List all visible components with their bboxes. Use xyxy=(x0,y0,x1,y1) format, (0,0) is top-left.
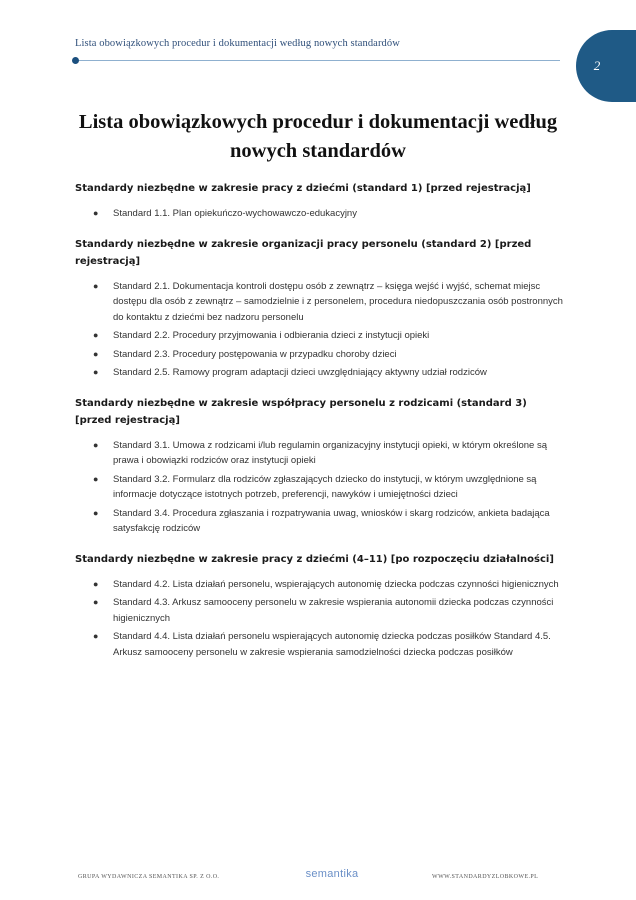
list-item-text: Standard 3.1. Umowa z rodzicami i/lub regulamin organizacyjny instytucji opieki, w którym określone są prawa i obowiązki rodziców oraz instytucji opieki xyxy=(113,439,548,466)
bullet-icon: ● xyxy=(93,367,99,377)
item-list xyxy=(75,206,565,222)
bullet-icon: ● xyxy=(93,208,99,218)
page-number: 2 xyxy=(593,58,601,73)
section-standard-3 xyxy=(75,395,565,537)
list-item xyxy=(93,347,565,363)
list-item-text: Standard 4.2. Lista działań personelu, wspierających autonomię dziecka podczas czynności higienicznych xyxy=(113,578,559,590)
list-item-text: Standard 3.2. Formularz dla rodziców zgłaszających dziecko do instytucji, w którym uwzględnione są informacje dotyczące istotnych potrzeb, preferencji, nawyków i umiejętności dzieci xyxy=(113,473,537,500)
section-heading: Standardy niezbędne w zakresie współpracy personelu z rodzicami (standard 3) [przed rejestracją] xyxy=(75,397,527,426)
running-header: Lista obowiązkowych procedur i dokumentacji według nowych standardów xyxy=(75,38,400,49)
bullet-icon: ● xyxy=(93,507,99,518)
bullet-icon: ● xyxy=(93,280,99,291)
list-item-text: Standard 2.5. Ramowy program adaptacji dzieci uwzględniający aktywny udział rodziców xyxy=(113,367,487,378)
bullet-icon: ● xyxy=(93,631,99,641)
bullet-icon: ● xyxy=(93,597,99,607)
header-divider xyxy=(75,60,560,61)
list-item xyxy=(93,629,565,660)
section-standard-2 xyxy=(75,236,565,381)
list-item xyxy=(93,365,565,381)
list-item xyxy=(93,506,565,537)
section-standard-4-11 xyxy=(75,551,565,661)
page-number-tab xyxy=(576,30,636,102)
list-item-text: Standard 2.1. Dokumentacja kontroli dostępu osób z zewnątrz – księga wejść i wyjść, schemat miejsc dostępu dla osób z zewnątrz – samodzielnie i z personelem, procedura niedopuszczania osób postronnych do kontaktu z dziećmi bez nadzoru personelu xyxy=(113,280,563,323)
section-heading: Standardy niezbędne w zakresie pracy z dziećmi (standard 1) [przed rejestracją] xyxy=(75,183,531,194)
list-item xyxy=(93,472,565,503)
bullet-icon: ● xyxy=(93,473,99,484)
item-list xyxy=(75,577,565,661)
list-item xyxy=(93,328,565,344)
header-dot-icon xyxy=(72,57,79,64)
bullet-icon: ● xyxy=(93,348,99,359)
footer-publisher: GRUPA WYDAWNICZA SEMANTIKA SP. Z O.O. xyxy=(78,874,220,880)
list-item xyxy=(93,279,565,326)
list-item-text: Standard 2.3. Procedury postępowania w przypadku choroby dzieci xyxy=(113,348,397,360)
list-item-text: Standard 3.4. Procedura zgłaszania i rozpatrywania uwag, wniosków i skarg rodziców, ankieta badająca satysfakcję rodziców xyxy=(113,507,550,534)
section-heading: Standardy niezbędne w zakresie organizacji pracy personelu (standard 2) [przed rejestracją] xyxy=(75,238,532,267)
document-title: Lista obowiązkowych procedur i dokumentacji według nowych standardów xyxy=(78,111,558,162)
list-item-text: Standard 4.3. Arkusz samooceny personelu w zakresie wspierania autonomii dziecka podczas czynności higienicznych xyxy=(113,597,554,624)
item-list xyxy=(75,438,565,537)
list-item xyxy=(93,595,565,626)
list-item xyxy=(93,577,565,593)
section-standard-1 xyxy=(75,180,565,222)
bullet-icon: ● xyxy=(93,439,99,450)
bullet-icon: ● xyxy=(93,578,99,589)
list-item xyxy=(93,206,565,222)
footer-logo: semantika xyxy=(305,868,359,880)
item-list xyxy=(75,279,565,381)
bullet-icon: ● xyxy=(93,330,99,340)
footer-website: WWW.STANDARDYZLOBKOWE.PL xyxy=(432,874,539,880)
document-content xyxy=(75,180,565,674)
list-item-text: Standard 2.2. Procedury przyjmowania i odbierania dzieci z instytucji opieki xyxy=(113,330,430,341)
section-heading: Standardy niezbędne w zakresie pracy z dziećmi (4–11) [po rozpoczęciu działalności] xyxy=(75,553,554,565)
list-item-text: Standard 1.1. Plan opiekuńczo-wychowawczo-edukacyjny xyxy=(113,208,357,219)
list-item-text: Standard 4.4. Lista działań personelu wspierających autonomię dziecka podczas posiłków Standard 4.5. Arkusz samooceny personelu w zakresie wspierania samodzielności dziecka podczas posiłków xyxy=(113,631,551,658)
list-item xyxy=(93,438,565,469)
